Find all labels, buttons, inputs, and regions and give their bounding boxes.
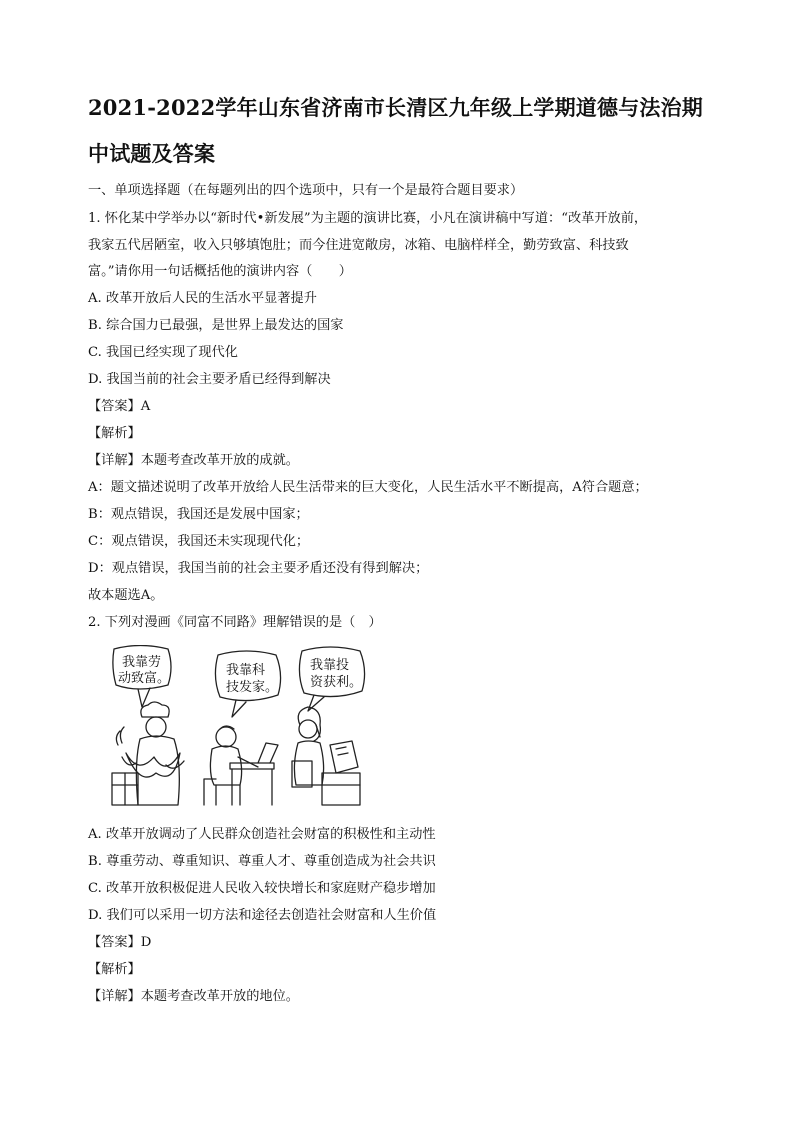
- q2-option-d: D. 我们可以采用一切方法和途径去创造社会财富和人生价值: [88, 908, 437, 923]
- speech-bubble-1: [113, 646, 171, 708]
- q2-answer: 【答案】D: [88, 935, 152, 950]
- phone-figure: [292, 707, 360, 805]
- bubble3-line2: 资获利。: [310, 675, 363, 690]
- bubble1-line1: 我靠劳: [122, 655, 162, 670]
- q1-option-b: B. 综合国力已最强，是世界上最发达的国家: [88, 318, 344, 333]
- q1-explain-c: C：观点错误，我国还未实现现代化；: [88, 534, 310, 549]
- q1-option-c: C. 我国已经实现了现代化: [88, 345, 238, 360]
- section-heading: 一、单项选择题（在每题列出的四个选项中，只有一个是最符合题目要求）: [88, 183, 524, 198]
- q1-option-d: D. 我国当前的社会主要矛盾已经得到解决: [88, 372, 331, 387]
- q1-explain-b: B：观点错误，我国还是发展中国家；: [88, 507, 309, 522]
- speech-bubble-2: [215, 651, 280, 717]
- q2-detail: 【详解】本题考查改革开放的地位。: [88, 989, 299, 1004]
- cook-figure: [112, 702, 184, 805]
- q2-analysis-label: 【解析】: [88, 962, 141, 977]
- bubble1-line2: 动致富。: [118, 671, 171, 686]
- q2-option-c: C. 改革开放积极促进人民收入较快增长和家庭财产稳步增加: [88, 881, 436, 896]
- q1-answer: 【答案】A: [88, 399, 151, 414]
- laptop-figure: [204, 726, 278, 805]
- q1-option-a: A. 改革开放后人民的生活水平显著提升: [88, 291, 317, 306]
- q2-stem: 2. 下列对漫画《同富不同路》理解错误的是（ ）: [88, 615, 382, 630]
- bubble2-line1: 我靠科: [226, 663, 266, 678]
- q1-stem-line3: 富。”请你用一句话概括他的演讲内容（ ）: [88, 264, 352, 279]
- q1-stem-line1: 1. 怀化某中学举办以“新时代•新发展”为主题的演讲比赛，小凡在演讲稿中写道：“改革开放前，: [88, 211, 648, 226]
- q1-conclusion: 故本题选A。: [88, 588, 164, 603]
- document-title-line1: 2021-2022学年山东省济南市长清区九年级上学期道德与法治期: [88, 95, 704, 120]
- q2-option-b: B. 尊重劳动、尊重知识、尊重人才、尊重创造成为社会共识: [88, 854, 436, 869]
- q2-option-a: A. 改革开放调动了人民群众创造社会财富的积极性和主动性: [88, 827, 436, 842]
- document-title-line2: 中试题及答案: [88, 141, 216, 166]
- cartoon-illustration: [108, 645, 368, 815]
- bubble2-line2: 技发家。: [226, 680, 279, 695]
- q1-analysis-label: 【解析】: [88, 426, 141, 441]
- bubble3-line1: 我靠投: [310, 658, 350, 673]
- q1-explain-a: A：题文描述说明了改革开放给人民生活带来的巨大变化，人民生活水平不断提高，A符合题意；: [88, 480, 648, 495]
- q1-explain-d: D：观点错误，我国当前的社会主要矛盾还没有得到解决；: [88, 561, 429, 576]
- speech-bubble-3: [299, 647, 364, 711]
- q1-detail: 【详解】本题考查改革开放的成就。: [88, 453, 299, 468]
- q1-stem-line2: 我家五代居陋室，收入只够填饱肚；而今住进宽敞房，冰箱、电脑样样全，勤劳致富、科技致: [88, 238, 629, 253]
